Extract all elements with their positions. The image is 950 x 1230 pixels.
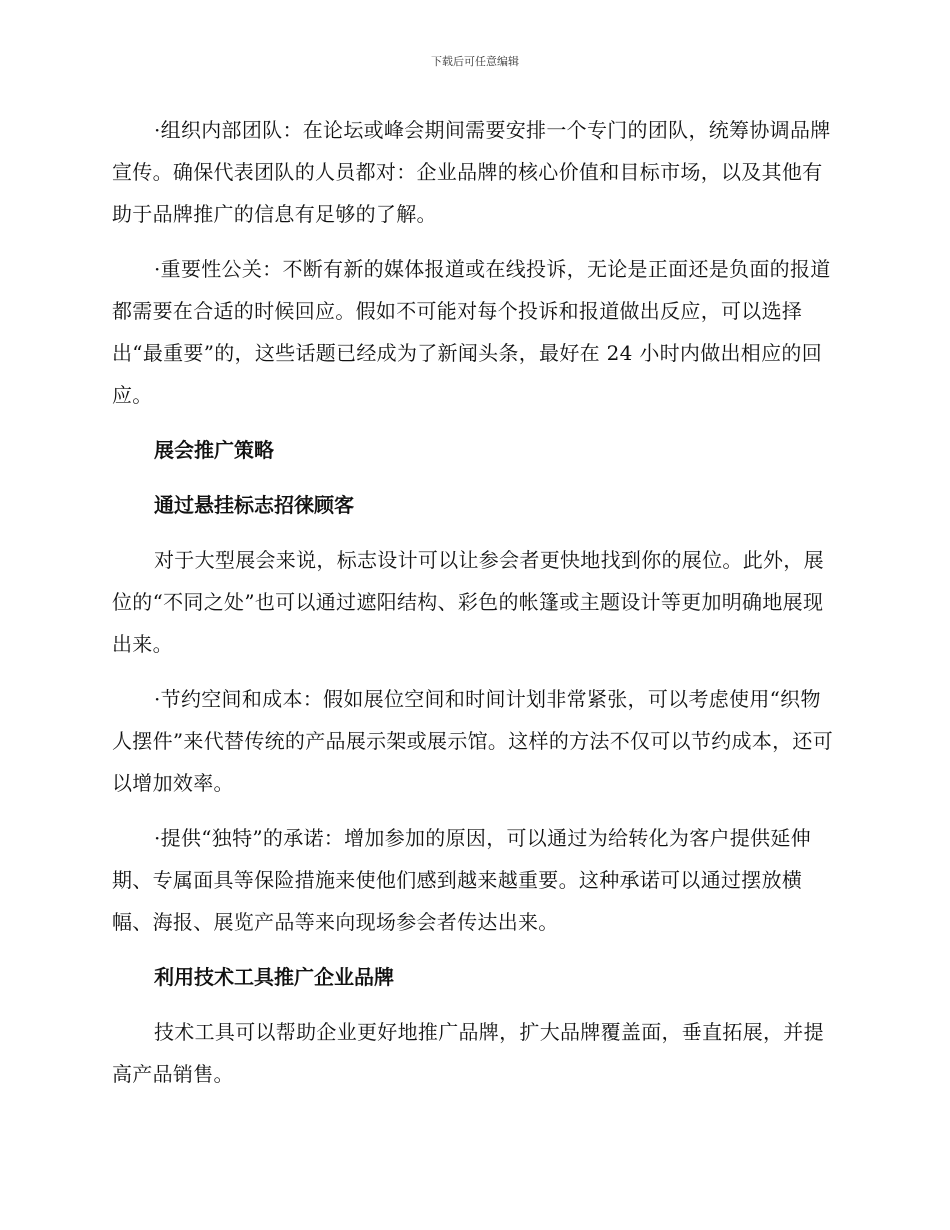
heading-exhibition-strategy: 展会推广策略 (154, 438, 274, 462)
heading-tech-tools: 利用技术工具推广企业品牌 (154, 965, 394, 989)
paragraph-pr-importance: ·重要性公关：不断有新的媒体报道或在线投诉，无论是正面还是负面的报道都需要在合适的时候回应。假如不可能对每个投诉和报道做出反应，可以选择出“最重要”的，这些话题已经成为了新闻头条，最好在 24 小时内做出相应的回应。 (112, 257, 831, 407)
paragraph-tech-tools: 技术工具可以帮助企业更好地推广品牌，扩大品牌覆盖面，垂直拓展，并提高产品销售。 (112, 1020, 824, 1086)
page-header-note: 下载后可任意编辑 (431, 55, 519, 68)
paragraph-save-space-cost: ·节约空间和成本：假如展位空间和时间计划非常紧张，可以考虑使用“织物人摆件”来代替传统的产品展示架或展示馆。这样的方法不仅可以节约成本，还可以增加效率。 (112, 687, 834, 795)
paragraph-internal-team: ·组织内部团队：在论坛或峰会期间需要安排一个专门的团队，统筹协调品牌宣传。确保代表团队的人员都对：企业品牌的核心价值和目标市场，以及其他有助于品牌推广的信息有足够的了解。 (112, 118, 831, 226)
document-body (112, 109, 838, 1108)
paragraph-unique-promise: ·提供“独特”的承诺：增加参加的原因，可以通过为给转化为客户提供延伸期、专属面具等保险措施来使他们感到越来越重要。这种承诺可以通过摆放横幅、海报、展览产品等来向现场参会者传达出来。 (112, 826, 812, 934)
paragraph-sign-design: 对于大型展会来说，标志设计可以让参会者更快地找到你的展位。此外，展位的“不同之处”也可以通过遮阳结构、彩色的帐篷或主题设计等更加明确地展现出来。 (112, 548, 824, 656)
heading-hanging-signs: 通过悬挂标志招徕顾客 (154, 493, 354, 517)
